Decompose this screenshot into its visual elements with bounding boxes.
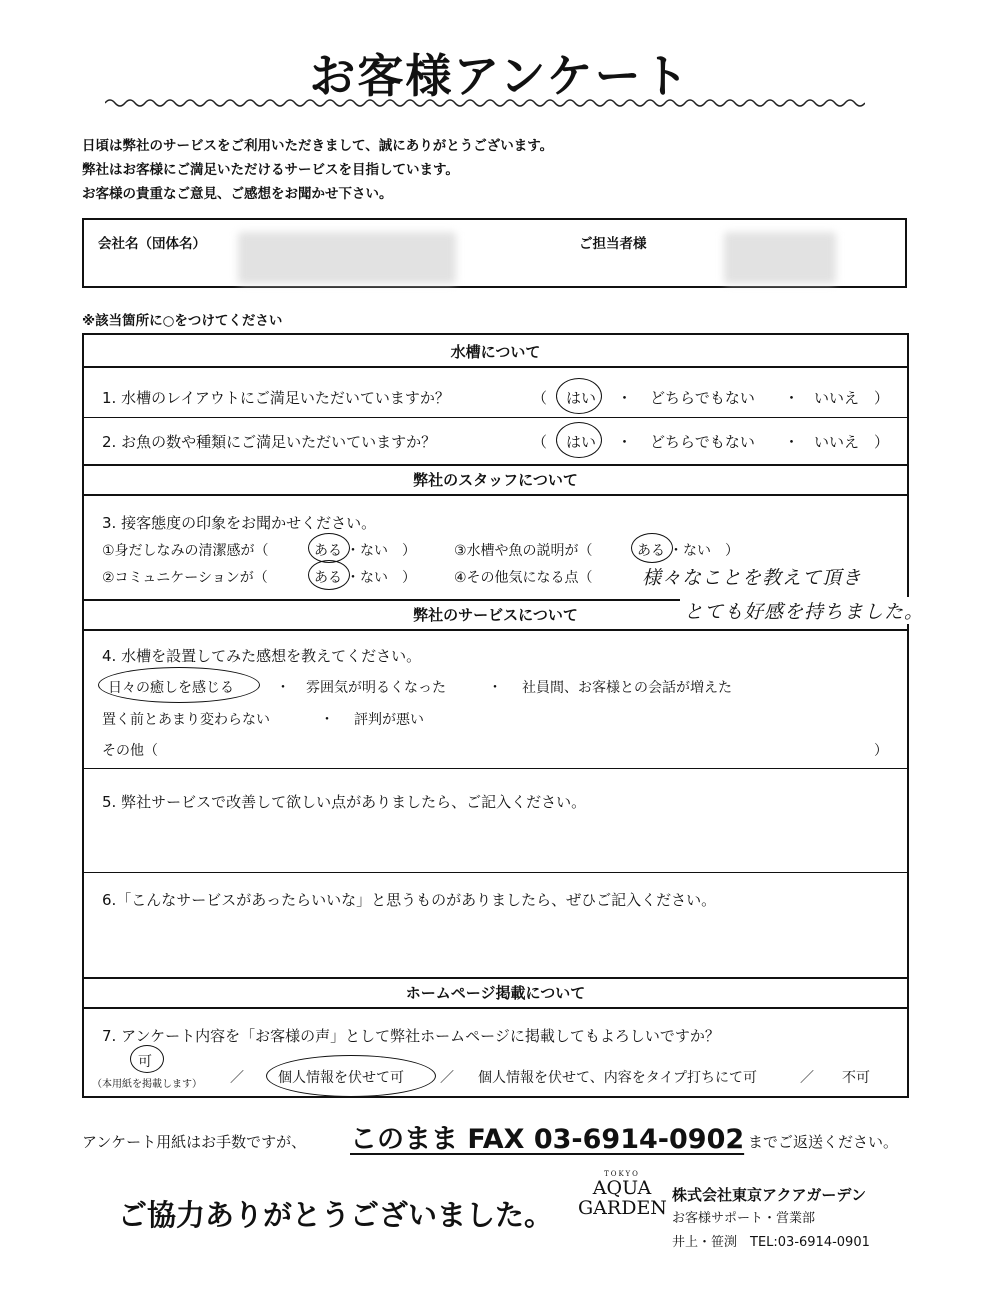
section-header-tank: 水槽について — [84, 338, 907, 368]
q3-item-3-circle — [631, 533, 673, 563]
q7-option-no[interactable]: 不可 — [842, 1070, 870, 1086]
company-name: 株式会社東京アクアガーデン — [672, 1186, 867, 1204]
divider — [84, 872, 907, 873]
q1-text: 1. 水槽のレイアウトにご満足いただいていますか？ — [102, 389, 450, 407]
logo-line-2: GARDEN — [578, 1197, 667, 1219]
q2-open-paren: （ — [532, 433, 548, 451]
section-header-service: 弊社のサービスについて — [84, 599, 907, 631]
section-header-homepage: ホームページ掲載について — [84, 977, 907, 1009]
q1-sep-1: ・ — [617, 389, 633, 407]
q3-item-2-circle — [308, 560, 350, 590]
q7-text: 7. アンケート内容を「お客様の声」として弊社ホームページに掲載してもよろしいですか？ — [102, 1027, 720, 1045]
company-name-label: 会社名（団体名） — [98, 236, 206, 252]
divider — [84, 768, 907, 769]
intro-line-2: 弊社はお客様にご満足いただけるサービスを目指しています。 — [82, 162, 459, 178]
q3-text: 3. 接客態度の印象をお聞かせください。 — [102, 514, 377, 532]
q3-handwritten-line-1: 様々なことを教えて頂き — [642, 567, 863, 589]
survey-form — [82, 333, 925, 1098]
contact-person-label: ご担当者様 — [579, 236, 647, 252]
q4-option-bad-reputation[interactable]: 評判が悪い — [354, 712, 424, 728]
q3-item-3-no[interactable]: ・ない ） — [669, 543, 739, 559]
section-header-staff: 弊社のスタッフについて — [84, 464, 907, 496]
q4-option-other[interactable]: その他（ — [102, 743, 158, 759]
q4-option-circle — [98, 667, 260, 703]
q1-option-neutral[interactable]: どちらでもない — [650, 389, 755, 407]
fax-number: このまま FAX 03-6914-0902 — [350, 1124, 745, 1155]
company-contact: 井上・笹渕 TEL:03-6914-0901 — [672, 1235, 870, 1250]
q3-item-3-yes[interactable]: ある — [637, 543, 665, 559]
q2-yes-circle — [556, 422, 602, 458]
q3-item-4-label: ④その他気になる点（ — [454, 570, 593, 586]
q1-close-paren: ） — [874, 389, 890, 407]
q7-option-ok[interactable]: 可 — [138, 1054, 152, 1070]
customer-info-box — [82, 218, 907, 288]
page-title: お客様アンケート — [309, 49, 691, 103]
divider — [84, 417, 907, 418]
contact-person-field[interactable] — [724, 232, 836, 284]
q4-sep-2: ・ — [488, 680, 502, 696]
q5-text: 5. 弊社サービスで改善して欲しい点がありましたら、ご記入ください。 — [102, 793, 587, 811]
q1-sep-2: ・ — [784, 389, 800, 407]
q3-item-2-no[interactable]: ・ない ） — [346, 570, 416, 586]
intro-text — [82, 134, 553, 206]
q3-item-3-label: ③水槽や魚の説明が（ — [454, 543, 593, 559]
q2-option-neutral[interactable]: どちらでもない — [650, 433, 755, 451]
company-dept: お客様サポート・営業部 — [672, 1211, 816, 1226]
logo-top: TOKYO — [604, 1170, 640, 1178]
fax-prefix: アンケート用紙はお手数ですが、 — [82, 1133, 307, 1151]
q2-close-paren: ） — [874, 433, 890, 451]
q3-item-1-no[interactable]: ・ない ） — [346, 543, 416, 559]
q4-sep-1: ・ — [276, 680, 290, 696]
q2-sep-2: ・ — [784, 433, 800, 451]
q7-slash-2: ／ — [440, 1070, 454, 1086]
q1-option-no[interactable]: いいえ — [814, 389, 860, 407]
q2-sep-1: ・ — [617, 433, 633, 451]
q3-item-1-circle — [308, 533, 350, 563]
q6-text: 6.「こんなサービスがあったらいいな」と思うものがありましたら、ぜひご記入ください。 — [102, 891, 717, 909]
q7-ok-circle — [130, 1045, 164, 1073]
q7-option-anonymous[interactable]: 個人情報を伏せて可 — [278, 1070, 404, 1086]
q7-slash-3: ／ — [800, 1070, 814, 1086]
thanks-message: ご協力ありがとうございました。 — [118, 1198, 554, 1232]
company-info — [672, 1183, 870, 1255]
intro-line-3: お客様の貴重なご意見、ご感想をお聞かせ下さい。 — [82, 186, 393, 202]
company-name-field[interactable] — [238, 232, 456, 284]
q1-option-yes[interactable]: はい — [566, 389, 597, 407]
q4-option-healing[interactable]: 日々の癒しを感じる — [108, 680, 234, 696]
q2-option-yes[interactable]: はい — [566, 433, 597, 451]
q4-option-conversation[interactable]: 社員間、お客様との会話が増えた — [522, 680, 732, 696]
wave-divider — [105, 96, 865, 110]
q3-handwritten-line-2: とても好感を持ちました。 — [680, 597, 928, 624]
q4-option-brighter[interactable]: 雰囲気が明るくなった — [306, 680, 446, 696]
q4-option-no-change[interactable]: 置く前とあまり変わらない — [102, 712, 270, 728]
q7-anonymous-circle — [266, 1055, 436, 1097]
q1-yes-circle — [556, 378, 602, 414]
q2-text: 2. お魚の数や種類にご満足いただいていますか？ — [102, 433, 437, 451]
fax-suffix: までご返送ください。 — [748, 1133, 899, 1151]
q2-option-no[interactable]: いいえ — [814, 433, 860, 451]
q1-open-paren: （ — [532, 389, 548, 407]
q3-item-2-label: ②コミュニケーションが（ — [102, 570, 268, 586]
q4-sep-3: ・ — [320, 712, 334, 728]
instruction-note: ※該当箇所に○をつけてください — [82, 313, 283, 329]
q3-item-2-yes[interactable]: ある — [314, 570, 342, 586]
q7-option-ok-note: （本用紙を掲載します） — [92, 1079, 202, 1090]
q7-option-typed[interactable]: 個人情報を伏せて、内容をタイプ打ちにて可 — [478, 1070, 758, 1086]
q3-item-1-yes[interactable]: ある — [314, 543, 342, 559]
q3-item-1-label: ①身だしなみの清潔感が（ — [102, 543, 269, 559]
intro-line-1: 日頃は弊社のサービスをご利用いただきまして、誠にありがとうございます。 — [82, 138, 554, 154]
q4-other-close: ） — [874, 743, 888, 759]
aqua-garden-logo — [578, 1170, 666, 1250]
q4-text: 4. 水槽を設置してみた感想を教えてください。 — [102, 647, 422, 665]
q7-slash-1: ／ — [230, 1070, 244, 1086]
logo-line-1: AQUA — [592, 1177, 652, 1199]
